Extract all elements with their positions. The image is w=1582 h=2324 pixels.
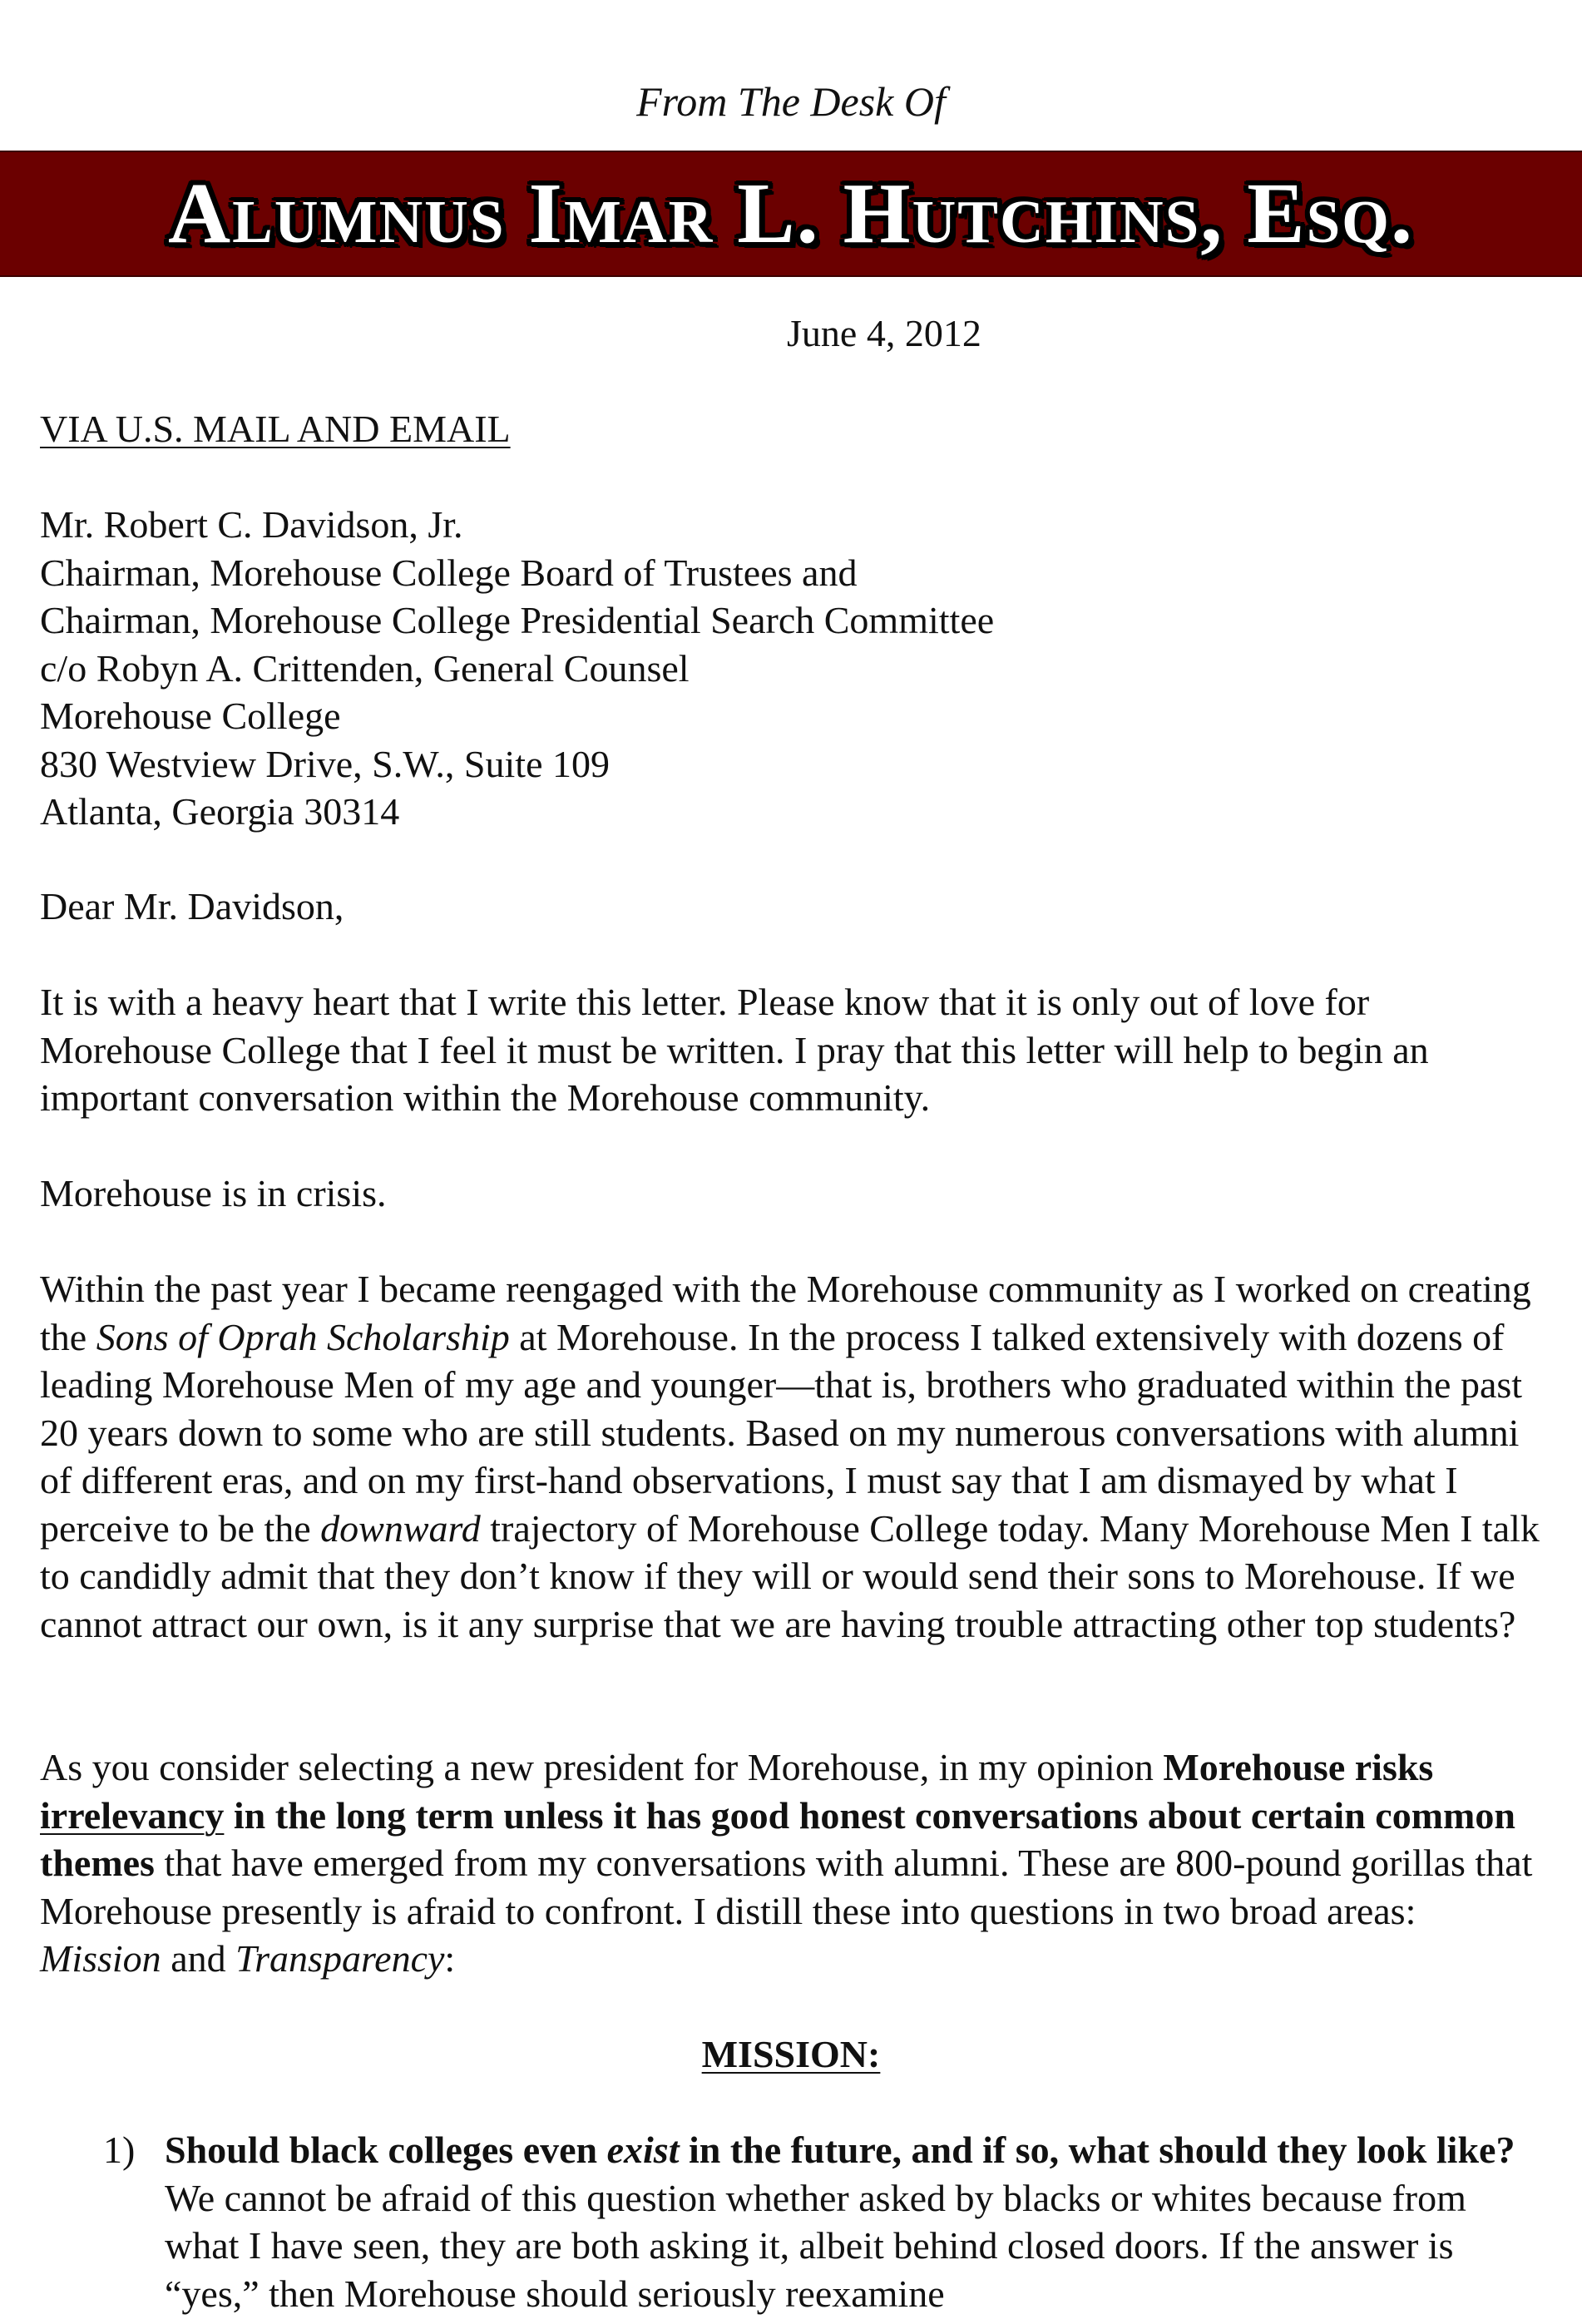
italic-run: Mission [40, 1937, 161, 1980]
bold-run: in the future, and if so, what should they look like? [679, 2129, 1515, 2171]
text-run: at Morehouse. In the process I talked extensively with dozens of leading Morehouse Men of my age and younger—that is, brothers who graduated within the past 20 years down to some who are still students. Based on my numerous conversations with alumni of different eras, and on my first-hand observations, I must say that I am dismayed by what I perceive to be the [40, 1315, 1523, 1550]
text-run: We cannot be afraid of this question whether asked by blacks or whites because from what I have seen, they are both asking it, albeit behind closed doors. If the answer is “yes,” then Morehouse should seriously reexamine [165, 2176, 1466, 2315]
bold-italic-run: exist [606, 2129, 680, 2171]
bold-run: Should black colleges even [165, 2129, 607, 2171]
letter-date: June 4, 2012 [787, 312, 981, 354]
text-run: that have emerged from my conversations with alumni. These are 800-pound gorillas that Morehouse presently is afraid to confront. I distill these into questions in two broad areas: [40, 1842, 1533, 1932]
emphasis: downward [320, 1506, 481, 1550]
recipient-line: Mr. Robert C. Davidson, Jr. [40, 503, 463, 546]
bold-underlined-run: irrelevancy [40, 1793, 225, 1837]
paragraph-themes [40, 1743, 1545, 1983]
text-run: As you consider selecting a new president for Morehouse, in my opinion [40, 1746, 1164, 1788]
delivery-method: VIA U.S. MAIL AND EMAIL [40, 408, 511, 450]
recipient-line: 830 Westview Drive, S.W., Suite 109 [40, 742, 610, 785]
paragraph-background [40, 1265, 1545, 1648]
bold-run: Morehouse risks [1163, 1746, 1434, 1788]
list-number: 1) [103, 2129, 136, 2171]
text-run: and [161, 1937, 236, 1980]
italic-run: Transparency [235, 1937, 445, 1980]
recipient-line: Morehouse College [40, 695, 341, 737]
paragraph-crisis: Morehouse is in crisis. [40, 1172, 387, 1214]
recipient-address [40, 501, 1545, 836]
recipient-line: c/o Robyn A. Crittenden, General Counsel [40, 646, 690, 690]
recipient-line: Atlanta, Georgia 30314 [40, 790, 400, 833]
bold-run: in the long term unless it has good honest conversations about certain common themes [40, 1793, 1515, 1884]
recipient-line: Chairman, Morehouse College Presidential Search Committee [40, 599, 995, 641]
recipient-line: Chairman, Morehouse College Board of Trustees and [40, 551, 858, 594]
list-body [165, 2126, 1545, 2317]
salutation: Dear Mr. Davidson, [40, 885, 344, 927]
text-run: : [444, 1937, 456, 1980]
paragraph-intro: It is with a heavy heart that I write this letter. Please know that it is only out of love for Morehouse College that I feel it must be written. I pray that this letter will help to begin an important conversation within the Morehouse community. [40, 981, 1429, 1119]
section-heading [0, 2030, 1582, 2079]
letterhead-name: Alumnus Imar L. Hutchins, Esq. [168, 166, 1414, 261]
text-run: trajectory of Morehouse College today. Many Morehouse Men I talk to candidly admit that they don’t know if they will or would send their sons to Morehouse. If we cannot attract our own, is it any surprise that we are having trouble attracting other top students? [40, 1506, 1540, 1645]
letterhead-banner [0, 151, 1582, 277]
scholarship-name: Sons of Oprah Scholarship [96, 1315, 510, 1358]
text-run: Within the past year I became reengaged with the Morehouse community as I worked on creating the [40, 1268, 1531, 1358]
letterhead-tagline: From The Desk Of [636, 78, 946, 125]
section-heading-text: MISSION: [701, 2033, 881, 2075]
